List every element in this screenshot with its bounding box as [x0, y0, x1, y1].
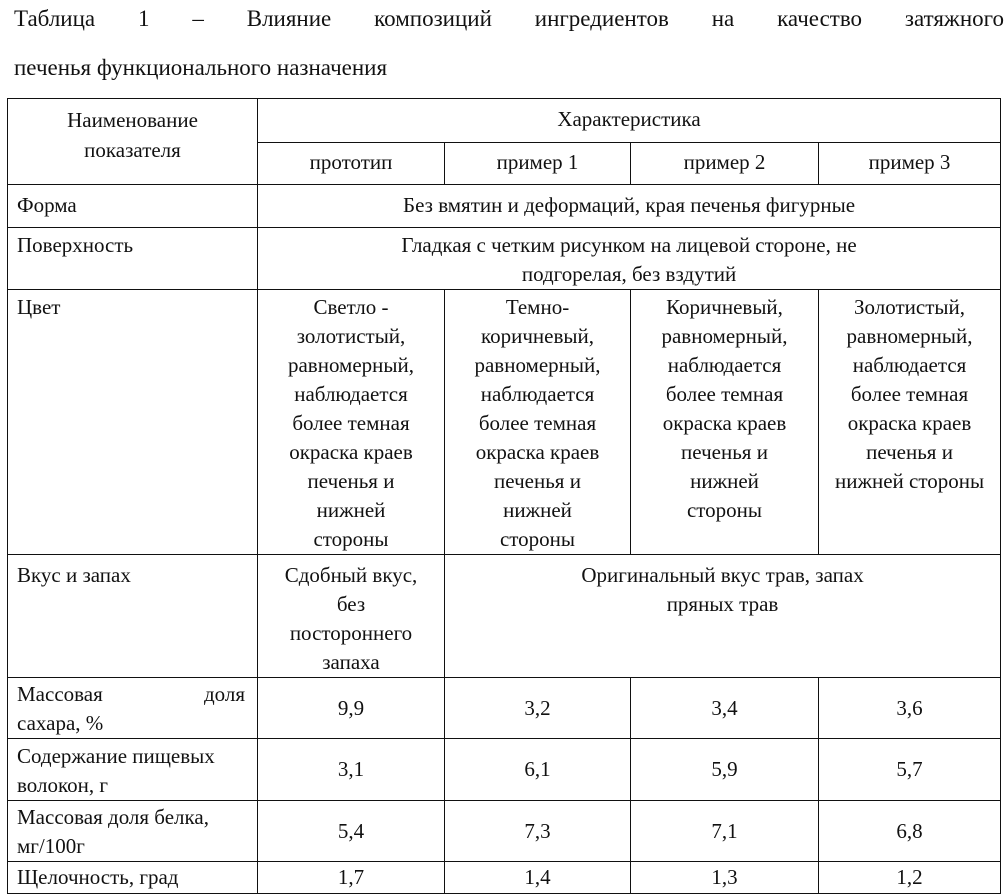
header-col-prototype: прототип	[258, 143, 445, 185]
caption-line-2: печенья функционального назначения	[14, 55, 388, 80]
cell-protein-prototype: 5,4	[258, 801, 445, 862]
header-col-example-2: пример 2	[631, 143, 819, 185]
row-taste	[8, 555, 1001, 678]
cell-sugar-example-3: 3,6	[819, 678, 1001, 739]
row-label-sugar-a: Массовая	[17, 682, 103, 706]
cell-protein-example-3: 6,8	[819, 801, 1001, 862]
table-caption	[14, 0, 1004, 94]
row-label-fiber: Содержание пищевых волокон, г	[8, 739, 258, 801]
row-label-alkalinity: Щелочность, град	[8, 862, 258, 894]
cell-alkalinity-example-3: 1,2	[819, 862, 1001, 894]
cell-alkalinity-example-1: 1,4	[445, 862, 631, 894]
header-indicator: Наименование показателя	[8, 99, 258, 185]
cell-taste-examples: Оригинальный вкус трав, запах пряных трав	[445, 555, 1001, 678]
row-label-sugar	[8, 678, 258, 739]
cell-fiber-example-2: 5,9	[631, 739, 819, 801]
row-protein	[8, 801, 1001, 862]
cell-fiber-example-3: 5,7	[819, 739, 1001, 801]
cell-color-example-3: Золотистый, равномерный, наблюдается более темная окраска краев печенья и нижней стороны	[819, 290, 1001, 555]
header-row-1	[8, 99, 1001, 143]
cell-color-example-2: Коричневый, равномерный, наблюдается более темная окраска краев печенья и нижней стороны	[631, 290, 819, 555]
cell-alkalinity-prototype: 1,7	[258, 862, 445, 894]
row-label-taste: Вкус и запах	[8, 555, 258, 678]
cell-sugar-example-1: 3,2	[445, 678, 631, 739]
row-color	[8, 290, 1001, 555]
row-forma	[8, 185, 1001, 228]
row-surface	[8, 228, 1001, 290]
row-label-sugar-c: сахара, %	[17, 711, 104, 735]
cell-color-prototype: Светло - золотистый, равномерный, наблюдается более темная окраска краев печенья и нижней стороны	[258, 290, 445, 555]
cell-forma-value: Без вмятин и деформаций, края печенья фигурные	[258, 185, 1001, 228]
cell-fiber-prototype: 3,1	[258, 739, 445, 801]
row-label-forma: Форма	[8, 185, 258, 228]
row-label-sugar-b: доля	[203, 682, 245, 706]
row-sugar	[8, 678, 1001, 739]
cell-surface-value: Гладкая с четким рисунком на лицевой стороне, не подгорелая, без вздутий	[258, 228, 1001, 290]
quality-table	[7, 98, 1001, 894]
cell-taste-prototype: Сдобный вкус, без постороннего запаха	[258, 555, 445, 678]
header-characteristic: Характеристика	[258, 99, 1001, 143]
row-label-color: Цвет	[8, 290, 258, 555]
caption-line-1: Таблица 1 – Влияние композиций ингредиентов на качество затяжного	[14, 6, 1004, 31]
header-col-example-3: пример 3	[819, 143, 1001, 185]
row-label-surface: Поверхность	[8, 228, 258, 290]
cell-alkalinity-example-2: 1,3	[631, 862, 819, 894]
cell-fiber-example-1: 6,1	[445, 739, 631, 801]
cell-protein-example-1: 7,3	[445, 801, 631, 862]
row-alkalinity	[8, 862, 1001, 894]
cell-protein-example-2: 7,1	[631, 801, 819, 862]
row-fiber	[8, 739, 1001, 801]
cell-color-example-1: Темно-коричневый, равномерный, наблюдается более темная окраска краев печенья и нижней стороны	[445, 290, 631, 555]
row-label-protein: Массовая доля белка, мг/100г	[8, 801, 258, 862]
cell-sugar-prototype: 9,9	[258, 678, 445, 739]
header-col-example-1: пример 1	[445, 143, 631, 185]
cell-sugar-example-2: 3,4	[631, 678, 819, 739]
